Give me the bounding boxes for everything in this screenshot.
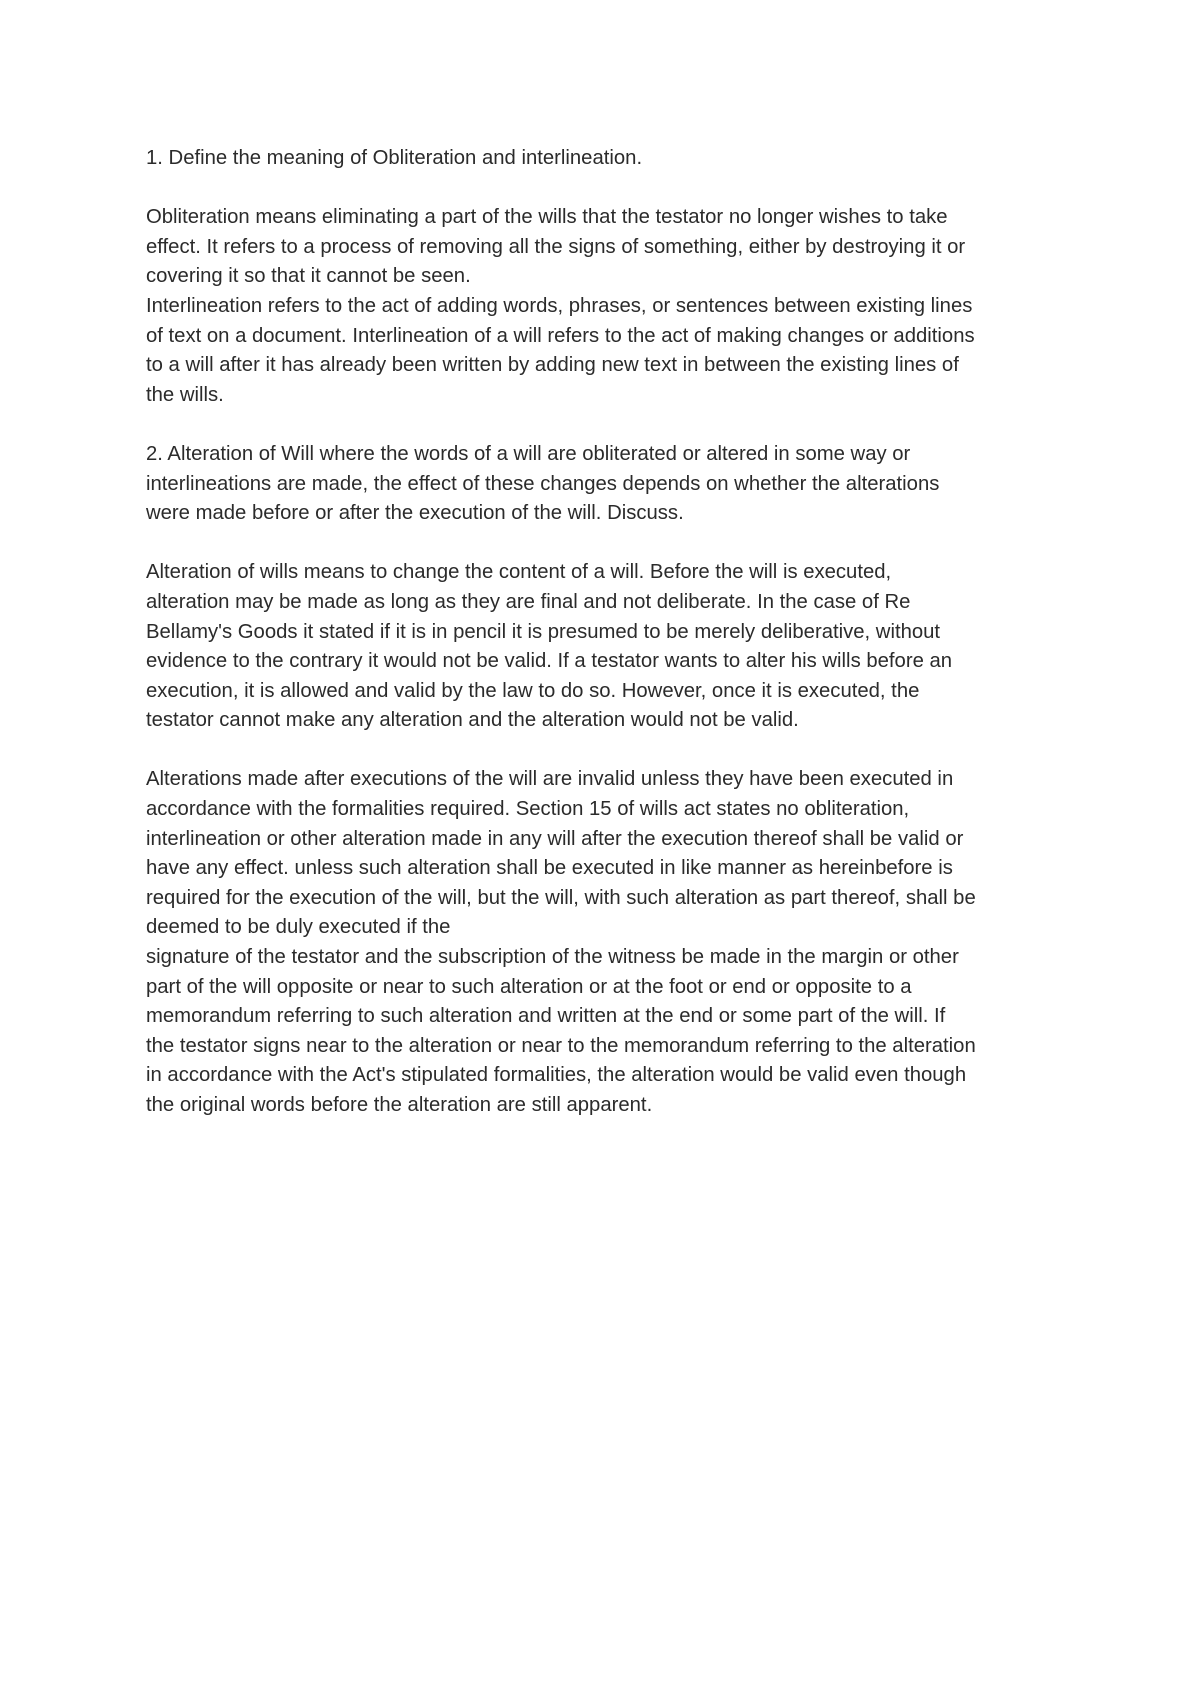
question-2-heading bbox=[146, 440, 1076, 529]
text-line: interlineation or other alteration made in any will after the execution thereof shall be valid or bbox=[146, 827, 964, 850]
paragraph-alteration-after-execution bbox=[146, 765, 1076, 1120]
paragraph-gap bbox=[146, 174, 1076, 204]
paragraph-gap bbox=[146, 529, 1076, 559]
text-line: Alterations made after executions of the will are invalid unless they have been executed in bbox=[146, 768, 954, 791]
text-line: memorandum referring to such alteration and written at the end or some part of the will. If bbox=[146, 1005, 946, 1028]
text-line: Bellamy's Goods it stated if it is in pencil it is presumed to be merely deliberative, without bbox=[146, 620, 941, 643]
text-line: to a will after it has already been written by adding new text in between the existing lines of bbox=[146, 354, 959, 377]
text-line: the testator signs near to the alteration or near to the memorandum referring to the alteration bbox=[146, 1034, 976, 1057]
text-line: of text on a document. Interlineation of a will refers to the act of making changes or additions bbox=[146, 324, 975, 347]
text-line: interlineations are made, the effect of these changes depends on whether the alterations bbox=[146, 472, 940, 495]
text-line: were made before or after the execution of the will. Discuss. bbox=[146, 502, 684, 525]
paragraph-obliteration-definition bbox=[146, 203, 1076, 410]
text-line: signature of the testator and the subscription of the witness be made in the margin or other bbox=[146, 946, 959, 969]
text-line: Alteration of wills means to change the content of a will. Before the will is executed, bbox=[146, 561, 892, 584]
text-line: evidence to the contrary it would not be valid. If a testator wants to alter his wills before an bbox=[146, 650, 953, 673]
document-body bbox=[146, 144, 1076, 1121]
text-line: alteration may be made as long as they are final and not deliberate. In the case of Re bbox=[146, 590, 911, 613]
text-line: Interlineation refers to the act of adding words, phrases, or sentences between existing lines bbox=[146, 294, 973, 317]
text-line: have any effect. unless such alteration shall be executed in like manner as hereinbefore is bbox=[146, 857, 953, 880]
text-line: part of the will opposite or near to such alteration or at the foot or end or opposite to a bbox=[146, 975, 912, 998]
text-line: effect. It refers to a process of removing all the signs of something, either by destroying it or bbox=[146, 235, 966, 258]
paragraph-gap bbox=[146, 736, 1076, 766]
text-line: 2. Alteration of Will where the words of a will are obliterated or altered in some way or bbox=[146, 442, 911, 465]
paragraph-gap bbox=[146, 410, 1076, 440]
text-line: covering it so that it cannot be seen. bbox=[146, 265, 471, 288]
text-line: testator cannot make any alteration and the alteration would not be valid. bbox=[146, 709, 799, 732]
text-line: Obliteration means eliminating a part of the wills that the testator no longer wishes to take bbox=[146, 206, 948, 229]
question-1-heading: 1. Define the meaning of Obliteration and interlineation. bbox=[146, 147, 643, 169]
text-line: required for the execution of the will, but the will, with such alteration as part thereof, shall be bbox=[146, 886, 976, 909]
text-line: deemed to be duly executed if the bbox=[146, 916, 451, 939]
text-line: the wills. bbox=[146, 383, 224, 406]
text-line: execution, it is allowed and valid by the law to do so. However, once it is executed, the bbox=[146, 679, 920, 702]
text-line: accordance with the formalities required. Section 15 of wills act states no obliteration, bbox=[146, 798, 910, 821]
text-line: in accordance with the Act's stipulated formalities, the alteration would be valid even though bbox=[146, 1064, 967, 1087]
text-line: the original words before the alteration are still apparent. bbox=[146, 1094, 653, 1116]
paragraph-alteration-before-execution bbox=[146, 558, 1076, 736]
